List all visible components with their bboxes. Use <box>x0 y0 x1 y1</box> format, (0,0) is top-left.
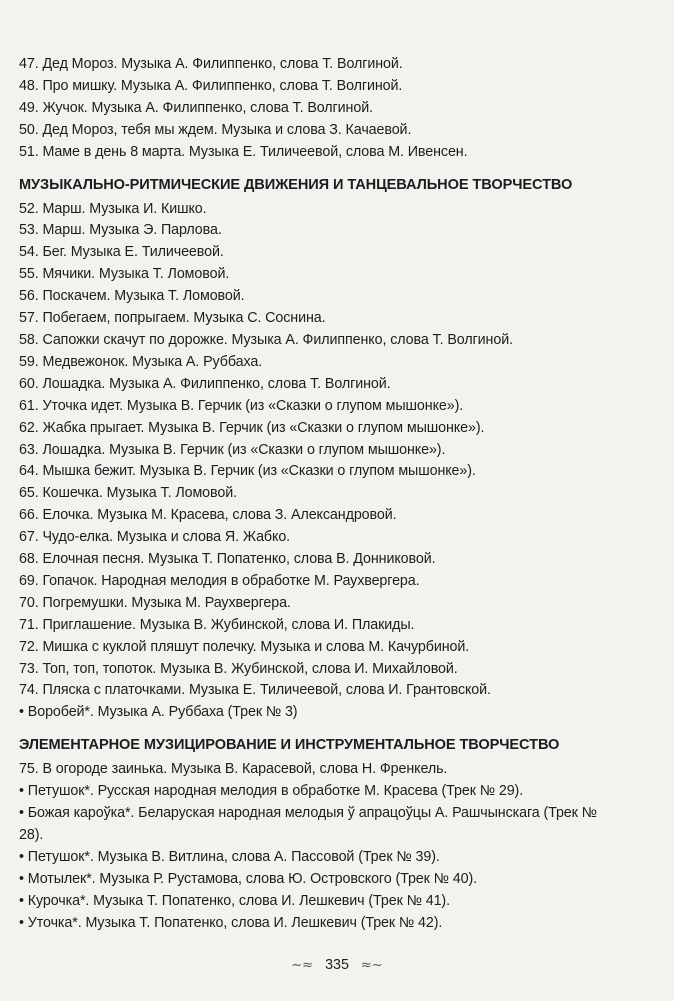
list-section-3 <box>19 759 659 934</box>
list-item: 73. Топ, топ, топоток. Музыка В. Жубинской, слова И. Михайловой. <box>19 660 458 677</box>
section-heading-rhythmic-movements: МУЗЫКАЛЬНО-РИТМИЧЕСКИЕ ДВИЖЕНИЯ И ТАНЦЕВАЛЬНОЕ ТВОРЧЕСТВО <box>19 176 573 193</box>
list-item: 60. Лошадка. Музыка А. Филиппенко, слова Т. Волгиной. <box>19 375 391 392</box>
list-item: 61. Уточка идет. Музыка В. Герчик (из «Сказки о глупом мышонке»). <box>19 397 464 414</box>
list-item: 67. Чудо-елка. Музыка и слова Я. Жабко. <box>19 529 291 546</box>
list-item: • Петушок*. Русская народная мелодия в обработке М. Красева (Трек № 29). <box>19 783 524 800</box>
list-item: 62. Жабка прыгает. Музыка В. Герчик (из «Сказки о глупом мышонке»). <box>19 419 485 436</box>
list-item: • Воробей*. Музыка А. Руббаха (Трек № 3) <box>19 704 298 721</box>
list-item: 58. Сапожки скачут по дорожке. Музыка А. Филиппенко, слова Т. Волгиной. <box>19 331 513 348</box>
list-item: • Петушок*. Музыка В. Витлина, слова А. Пассовой (Трек № 39). <box>19 848 440 865</box>
left-ornament-icon: ~≈ <box>291 958 314 973</box>
list-item: 59. Медвежонок. Музыка А. Руббаха. <box>19 353 263 370</box>
list-item: 70. Погремушки. Музыка М. Раухвергера. <box>19 594 291 611</box>
list-item: • Уточка*. Музыка Т. Попатенко, слова И. Лешкевич (Трек № 42). <box>19 914 443 931</box>
list-item: 57. Побегаем, попрыгаем. Музыка С. Соснина. <box>19 310 326 327</box>
list-section-1 <box>19 54 659 164</box>
list-item: 50. Дед Мороз, тебя мы ждем. Музыка и слова З. Качаевой. <box>19 121 412 138</box>
list-item: 65. Кошечка. Музыка Т. Ломовой. <box>19 485 237 502</box>
list-item: 68. Елочная песня. Музыка Т. Попатенко, слова В. Донниковой. <box>19 551 436 568</box>
page-number: 335 <box>325 957 349 973</box>
list-item: • Мотылек*. Музыка Р. Рустамова, слова Ю. Островского (Трек № 40). <box>19 870 478 887</box>
list-item: 63. Лошадка. Музыка В. Герчик (из «Сказки о глупом мышонке»). <box>19 441 446 458</box>
list-item: 72. Мишка с куклой пляшут полечку. Музыка и слова М. Качурбиной. <box>19 638 470 655</box>
list-item: 52. Марш. Музыка И. Кишко. <box>19 200 207 217</box>
list-item: • Курочка*. Музыка Т. Попатенко, слова И. Лешкевич (Трек № 41). <box>19 892 450 909</box>
list-item: 49. Жучок. Музыка А. Филиппенко, слова Т. Волгиной. <box>19 99 373 116</box>
section-heading-instrumental: ЭЛЕМЕНТАРНОЕ МУЗИЦИРОВАНИЕ И ИНСТРУМЕНТАЛЬНОЕ ТВОРЧЕСТВО <box>19 737 560 754</box>
list-section-2 <box>19 199 659 725</box>
list-item: 75. В огороде заинька. Музыка В. Карасевой, слова Н. Френкель. <box>19 761 448 778</box>
right-ornament-icon: ≈~ <box>360 958 383 973</box>
list-item: 48. Про мишку. Музыка А. Филиппенко, слова Т. Волгиной. <box>19 77 403 94</box>
page-content <box>19 54 659 935</box>
list-item: 66. Елочка. Музыка М. Красева, слова З. Александровой. <box>19 507 397 524</box>
list-item: 47. Дед Мороз. Музыка А. Филиппенко, слова Т. Волгиной. <box>19 56 403 72</box>
list-item: 69. Гопачок. Народная мелодия в обработке М. Раухвергера. <box>19 572 420 589</box>
list-item: 55. Мячики. Музыка Т. Ломовой. <box>19 266 230 283</box>
list-item: 54. Бег. Музыка Е. Тиличеевой. <box>19 244 224 261</box>
list-item: 74. Пляска с платочками. Музыка Е. Тиличеевой, слова И. Грантовской. <box>19 682 491 699</box>
list-item: 51. Маме в день 8 марта. Музыка Е. Тиличеевой, слова М. Ивенсен. <box>19 143 468 160</box>
page-footer <box>0 957 674 973</box>
list-item: 71. Приглашение. Музыка В. Жубинской, слова И. Плакиды. <box>19 616 415 633</box>
list-item: 64. Мышка бежит. Музыка В. Герчик (из «Сказки о глупом мышонке»). <box>19 463 476 480</box>
list-item: 56. Поскачем. Музыка Т. Ломовой. <box>19 288 245 305</box>
list-item: • Божая кароўка*. Беларуская народная мелодыя ў апрацоўцы А. Рашчынскага (Трек № 28). <box>19 805 597 843</box>
list-item: 53. Марш. Музыка Э. Парлова. <box>19 222 222 239</box>
